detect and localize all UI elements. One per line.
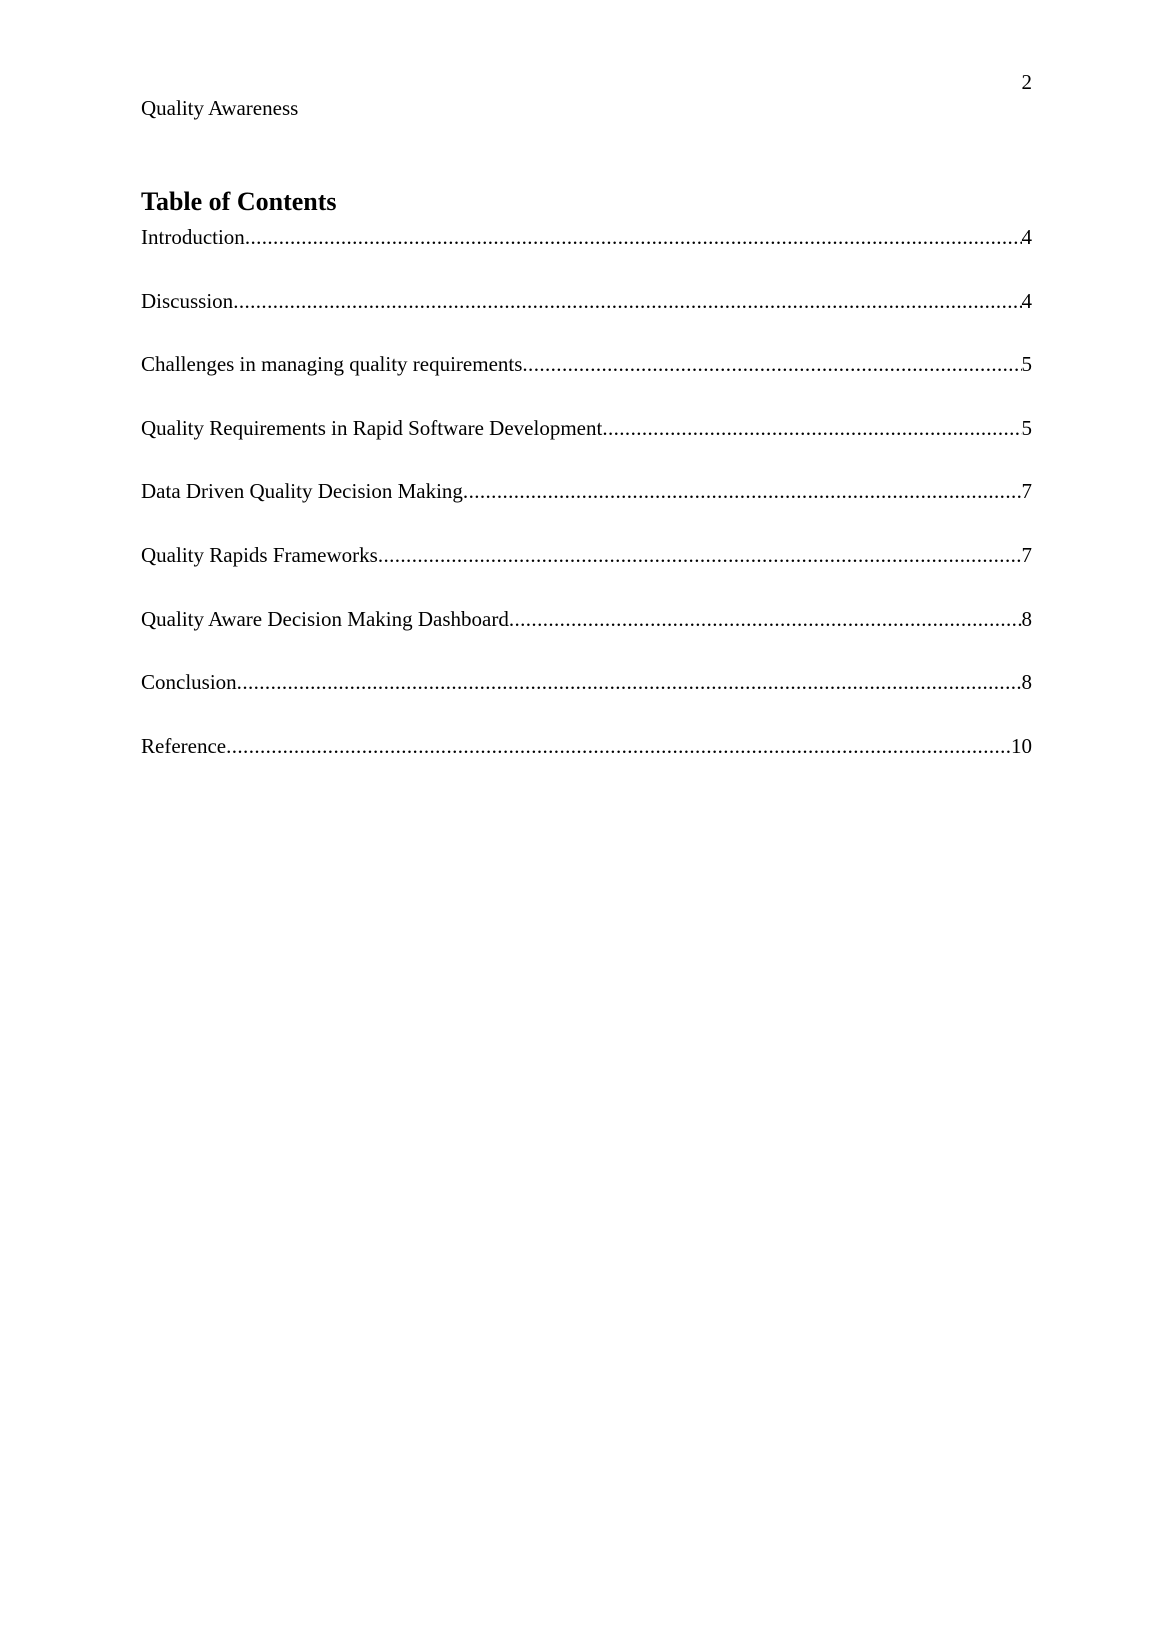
dot-leader [602,415,1021,441]
toc-entry-label: Discussion [141,288,234,313]
toc-entry-page: 8 [1021,606,1032,631]
toc-entry-label: Data Driven Quality Decision Making [141,479,463,504]
toc-entry-label: Introduction [141,225,245,249]
toc-entry-label: Quality Requirements in Rapid Software Development [141,415,603,440]
toc-entry-challenges[interactable] [141,351,1032,415]
toc-entry-introduction[interactable] [141,224,1032,288]
toc-entry-frameworks[interactable] [141,542,1032,606]
dot-leader [463,478,1022,504]
dot-leader [226,733,1011,759]
dot-leader [522,351,1021,377]
toc-entry-label: Conclusion [141,670,237,695]
dot-leader [245,224,1022,250]
dot-leader [509,606,1022,632]
toc-entry-page: 10 [1011,733,1032,758]
toc-entry-label: Quality Rapids Frameworks [141,542,378,567]
page-number: 2 [1021,70,1032,94]
toc-entry-page: 5 [1021,415,1032,440]
dot-leader [378,542,1022,568]
toc-entry-page: 8 [1021,670,1032,695]
toc-list [141,224,1032,796]
toc-entry-page: 7 [1021,542,1032,567]
toc-entry-reference[interactable] [141,733,1032,797]
running-head: Quality Awareness [141,96,299,120]
toc-entry-label: Challenges in managing quality requirements [141,352,523,377]
toc-entry-page: 5 [1021,352,1032,377]
toc-entry-page: 7 [1021,479,1032,504]
toc-entry-discussion[interactable] [141,288,1032,352]
toc-entry-page: 4 [1021,288,1032,313]
toc-entry-quality-requirements[interactable] [141,415,1032,479]
toc-entry-dashboard[interactable] [141,606,1032,670]
toc-entry-data-driven[interactable] [141,478,1032,542]
toc-title: Table of Contents [141,187,337,216]
toc-entry-page: 4 [1021,225,1032,249]
dot-leader [237,669,1022,695]
toc-entry-conclusion[interactable] [141,669,1032,733]
toc-entry-label: Reference [141,733,227,758]
dot-leader [233,288,1021,314]
toc-entry-label: Quality Aware Decision Making Dashboard [141,606,509,631]
